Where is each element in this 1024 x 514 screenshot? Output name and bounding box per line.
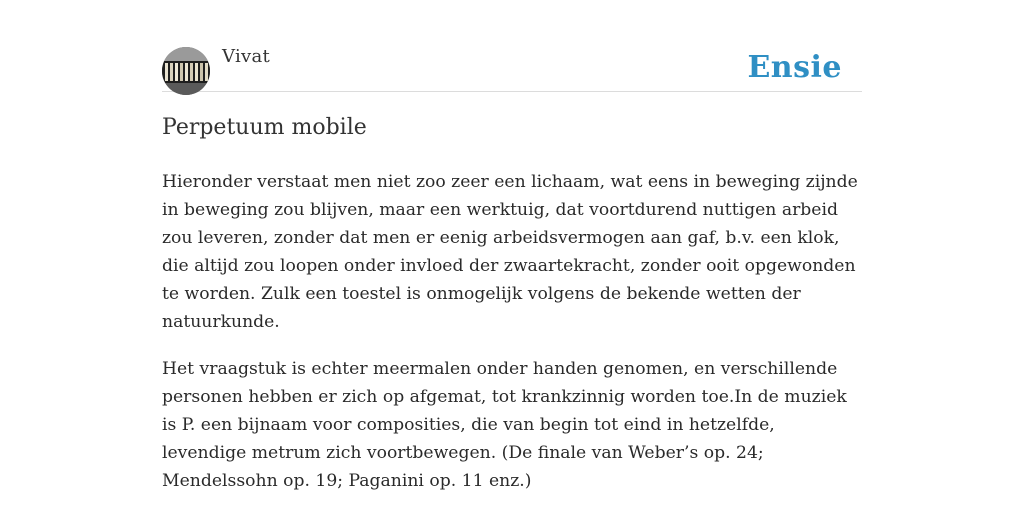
- article-page: [162, 0, 862, 491]
- article-title: Perpetuum mobile: [162, 115, 367, 140]
- header: [162, 0, 862, 92]
- article-body: [162, 168, 862, 514]
- author-name[interactable]: Vivat: [222, 46, 271, 67]
- paragraph: Het vraagstuk is echter meermalen onder handen genomen, en verschillende personen hebben er zich op afgemat, tot krankzinnig worden toe.In de muziek is P. een bijnaam voor composities, die van begin tot eind in hetzelfde, levendige metrum zich voortbewegen. (De finale van Weber’s op. 24; Mendelssohn op. 19; Paganini op. 11 enz.): [162, 359, 847, 491]
- books-avatar-icon: [162, 47, 210, 95]
- brand-logo[interactable]: Ensie: [747, 50, 842, 85]
- author-avatar[interactable]: [162, 47, 210, 95]
- paragraph: Hieronder verstaat men niet zoo zeer een lichaam, wat eens in beweging zijnde in beweging zou blijven, maar een werktuig, dat voortdurend nuttigen arbeid zou leveren, zonder dat men er eenig arbeidsvermogen aan gaf, b.v. een klok, die altijd zou loopen onder invloed der zwaartekracht, zonder ooit opgewonden te worden. Zulk een toestel is onmogelijk volgens de bekende wetten der natuurkunde.: [162, 172, 858, 332]
